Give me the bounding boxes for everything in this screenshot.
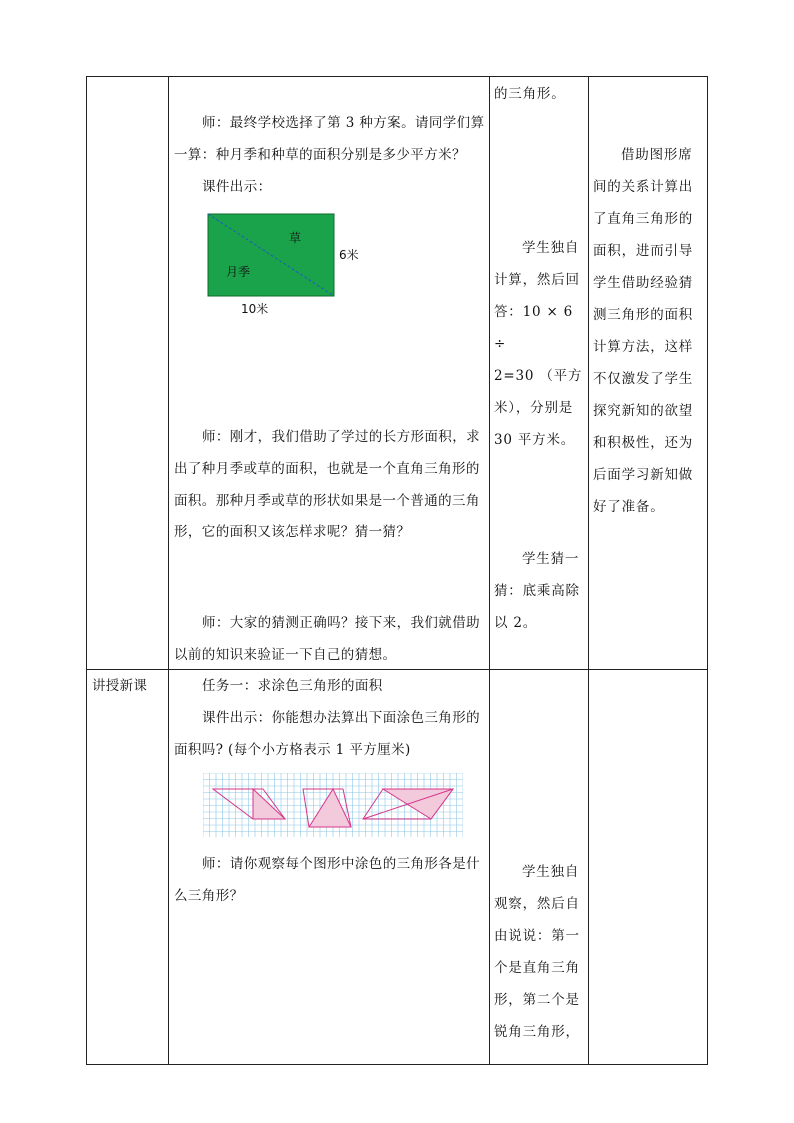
intent-line-6: 测三角形的面积: [593, 307, 694, 323]
block3-line-1: 学生独自: [522, 864, 580, 880]
block2-line-2: 猜：底乘高除: [494, 583, 580, 599]
height-label: 6米: [339, 248, 359, 262]
block1-line-4: 2=30 （平方: [494, 368, 583, 384]
intent-line-12: 好了准备。: [593, 499, 665, 515]
section-label: 讲授新课: [92, 678, 148, 694]
shaded-triangle-3: [383, 789, 453, 819]
rose-label: 月季: [226, 265, 251, 279]
block1-line-6: 30 平方米。: [494, 432, 576, 448]
table-col-divider-1: [168, 76, 169, 1065]
student-activity-block-2: [494, 543, 584, 639]
table-col-divider-3: [588, 76, 589, 1065]
block3-line-2: 观察，然后自: [494, 896, 580, 912]
block1-line-3: 答：10 × 6 ÷: [494, 304, 574, 352]
intent-line-8: 不仅激发了学生: [593, 371, 694, 387]
intent-line-11: 后面学习新知做: [593, 467, 694, 483]
block1-line-1: 学生独自: [522, 240, 580, 256]
intent-line-1: 借助图形席: [621, 147, 693, 163]
intent-line-4: 面积，进而引导: [593, 243, 694, 259]
teacher-line-4b: 么三角形？: [174, 888, 244, 904]
teacher-line-1a: 师：最终学校选择了第 3 种方案。请同学们算: [202, 115, 485, 131]
student-activity-block-3: [494, 856, 584, 1048]
block3-line-6: 锐角三角形，: [494, 1024, 580, 1040]
teacher-line-2a: 师：刚才，我们借助了学过的长方形面积，求: [202, 429, 480, 445]
intent-line-2: 间的关系计算出: [593, 179, 694, 195]
table-left-border: [86, 76, 87, 1065]
teacher-line-4a: 师：请你观察每个图形中涂色的三角形各是什: [202, 856, 480, 872]
courseware-line-2b: 面积吗? (每个小方格表示 1 平方厘米): [174, 742, 411, 758]
design-intent-block: [593, 139, 703, 523]
table-col-divider-2: [489, 76, 490, 1065]
intent-line-9: 探究新知的欲望: [593, 403, 694, 419]
intent-line-7: 计算方法，这样: [593, 339, 694, 355]
table-right-border: [707, 76, 708, 1065]
task-one-title: 任务一：求涂色三角形的面积: [202, 678, 383, 694]
teacher-line-3b: 以前的知识来验证一下自己的猜想。: [174, 647, 397, 663]
teacher-line-3a: 师：大家的猜测正确吗？接下来，我们就借助: [202, 615, 480, 631]
block1-line-5: 米），分别是: [494, 400, 574, 416]
teacher-line-1b: 一算：种月季和种草的面积分别是多少平方米？: [174, 147, 466, 163]
intent-line-5: 学生借助经验猜: [593, 275, 694, 291]
block3-line-4: 个是直角三角: [494, 960, 580, 976]
width-label: 10米: [241, 302, 269, 316]
teacher-line-2d: 形，它的面积又该怎样求呢？猜一猜？: [174, 524, 411, 540]
teacher-line-2c: 面积。那种月季或草的形状如果是一个普通的三角: [174, 493, 480, 509]
teacher-line-2b: 出了种月季或草的面积，也就是一个直角三角形的: [174, 461, 480, 477]
student-activity-block-1: [494, 232, 584, 456]
block3-line-3: 由说说：第一: [494, 928, 580, 944]
block3-line-5: 形，第二个是: [494, 992, 580, 1008]
intent-line-3: 了直角三角形的: [593, 211, 694, 227]
triangle-grid-figure: [203, 773, 463, 837]
table-bottom-border: [86, 1064, 708, 1065]
block2-line-3: 以 2。: [494, 615, 538, 631]
block1-line-2: 计算，然后回: [494, 272, 580, 288]
block2-line-1: 学生猜一: [522, 551, 580, 567]
courseware-label-1: 课件出示：: [202, 179, 272, 195]
grass-label: 草: [289, 231, 302, 245]
student-activity-top: 的三角形。: [494, 86, 566, 102]
courseware-line-2a: 课件出示：你能想办法算出下面涂色三角形的: [202, 710, 480, 726]
shaded-triangle-1: [253, 789, 285, 819]
intent-line-10: 和积极性，还为: [593, 435, 694, 451]
table-top-border: [86, 76, 708, 77]
